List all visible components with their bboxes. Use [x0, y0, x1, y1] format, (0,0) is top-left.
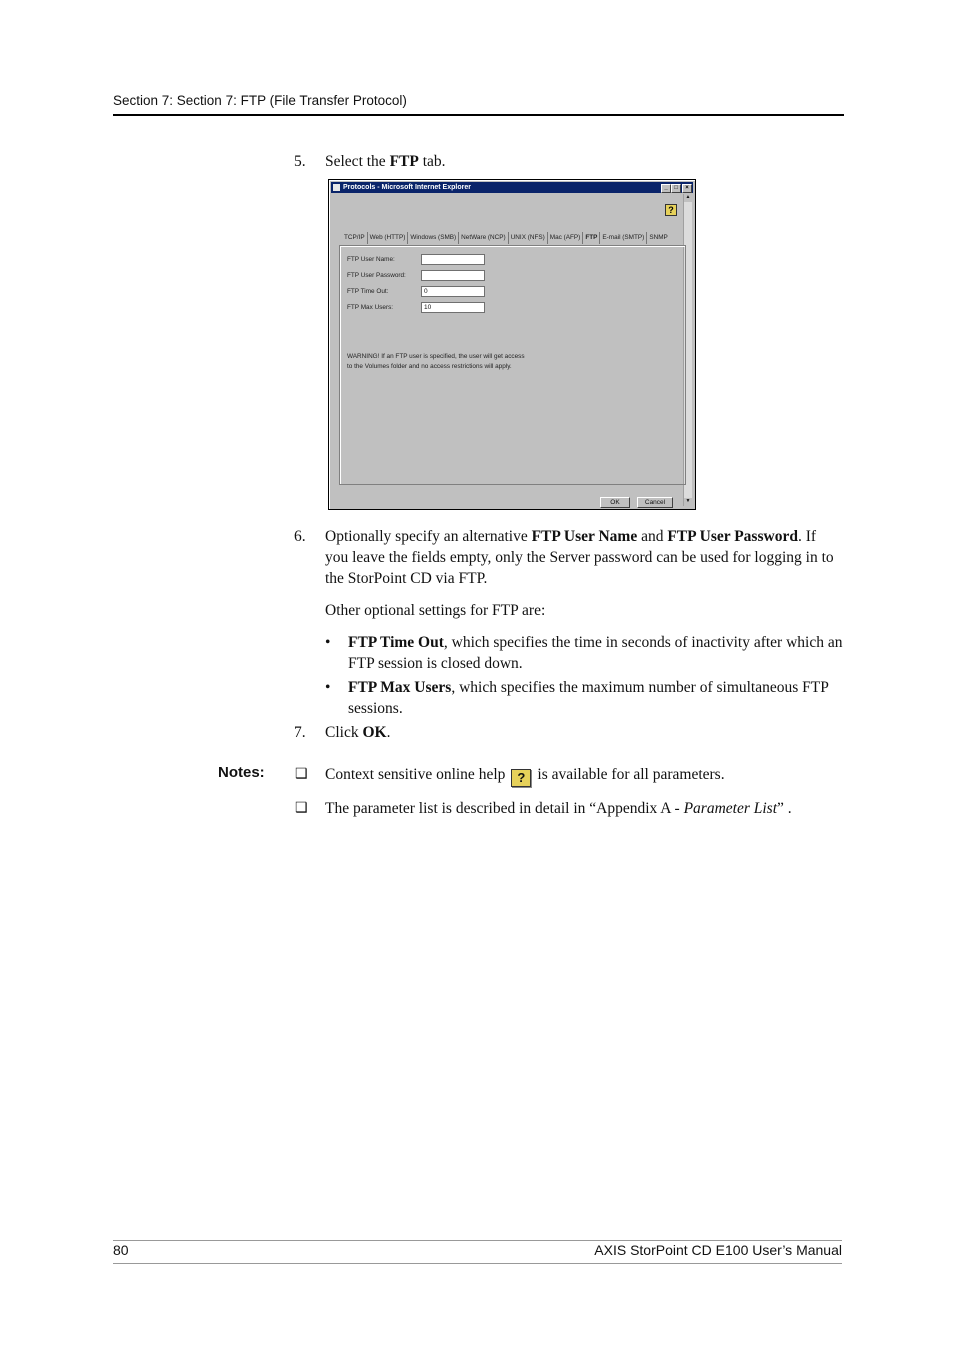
close-icon[interactable]: × — [682, 184, 692, 193]
other-settings-text: Other optional settings for FTP are: — [325, 602, 546, 619]
step-number: 7. — [294, 724, 306, 741]
ftp-max-users-label: FTP Max Users: — [347, 304, 394, 311]
tab-email[interactable]: E-mail (SMTP) — [600, 232, 647, 244]
note-2: The parameter list is described in detail in “Appendix A - Parameter List” . — [325, 800, 792, 817]
ftp-user-password-input[interactable] — [421, 270, 485, 281]
window-content — [332, 194, 683, 506]
checkbox-bullet-icon: ❑ — [295, 767, 308, 782]
ftp-max-users-input[interactable]: 10 — [421, 302, 485, 313]
step-text: Optionally specify an alternative FTP User Name and FTP User Password. If you leave the fields empty, only the Server password can be used for logging in to the StorPoint CD via FTP. — [325, 528, 834, 587]
bullet-icon: • — [325, 679, 331, 696]
bullet-ftp-time-out: FTP Time Out, which specifies the time in seconds of inactivity after which an FTP session is closed down. — [348, 634, 843, 672]
scroll-up-icon[interactable]: ▲ — [685, 195, 691, 200]
minimize-icon[interactable]: _ — [661, 184, 671, 193]
ftp-time-out-input[interactable]: 0 — [421, 286, 485, 297]
tab-snmp[interactable]: SNMP — [649, 234, 668, 241]
ftp-time-out-label: FTP Time Out: — [347, 288, 389, 295]
help-icon: ? — [511, 769, 531, 787]
step-text: Click OK. — [325, 724, 391, 741]
ie-icon — [333, 184, 340, 191]
step-text: Select the FTP tab. — [325, 153, 446, 170]
ftp-user-name-input[interactable] — [421, 254, 485, 265]
window-titlebar — [331, 182, 693, 193]
step-number: 5. — [294, 153, 306, 170]
ftp-user-password-label: FTP User Password: — [347, 272, 406, 279]
tab-web[interactable]: Web (HTTP) — [368, 232, 409, 244]
maximize-icon[interactable]: □ — [671, 184, 681, 193]
manual-title: AXIS StorPoint CD E100 User’s Manual — [594, 1242, 842, 1258]
bullet-icon: • — [325, 634, 331, 651]
footer-rule — [113, 1240, 842, 1241]
tab-windows[interactable]: Windows (SMB) — [408, 232, 459, 244]
tab-mac[interactable]: Mac (AFP) — [548, 232, 584, 244]
header-rule — [113, 114, 844, 116]
scroll-down-icon[interactable]: ▼ — [685, 499, 691, 504]
tab-tcpip[interactable]: TCP/IP — [342, 232, 368, 244]
window-title: Protocols - Microsoft Internet Explorer — [343, 184, 471, 191]
tab-ftp[interactable]: FTP — [583, 232, 600, 244]
protocol-tabs — [342, 232, 670, 244]
bullet-ftp-max-users: FTP Max Users, which specifies the maximum number of simultaneous FTP sessions. — [348, 679, 829, 717]
footer-rule — [113, 1263, 842, 1264]
note-1: Context sensitive online help ? is available for all parameters. — [325, 766, 725, 785]
page-number: 80 — [113, 1242, 129, 1258]
ok-button[interactable]: OK — [600, 497, 630, 508]
step-number: 6. — [294, 528, 306, 545]
ftp-warning-text: WARNING! If an FTP user is specified, the user will get access to the Volumes folder and no access restrictions will apply. — [347, 353, 525, 370]
cancel-button[interactable]: Cancel — [637, 497, 673, 508]
running-header: Section 7: Section 7: FTP (File Transfer Protocol) — [113, 93, 407, 108]
tab-unix[interactable]: UNIX (NFS) — [509, 232, 548, 244]
tab-netware[interactable]: NetWare (NCP) — [459, 232, 509, 244]
ftp-settings-panel — [339, 245, 686, 485]
notes-label: Notes: — [218, 764, 265, 781]
help-icon[interactable]: ? — [665, 204, 677, 216]
ftp-user-name-label: FTP User Name: — [347, 256, 395, 263]
protocols-window-screenshot — [328, 179, 696, 510]
step-6 — [0, 526, 954, 590]
checkbox-bullet-icon: ❑ — [295, 801, 308, 816]
